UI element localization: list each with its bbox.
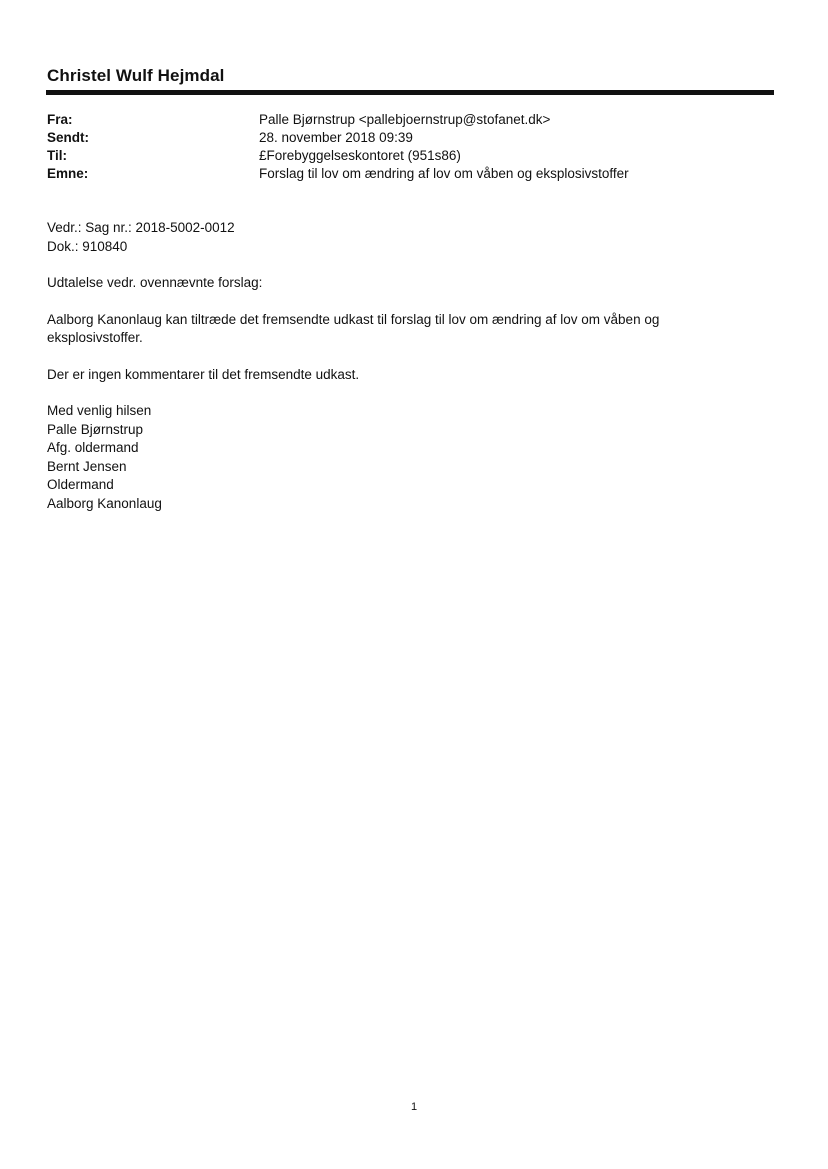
statement-paragraph — [47, 311, 767, 348]
reference-block — [47, 219, 767, 256]
header-divider — [46, 90, 774, 95]
statement-line: Aalborg Kanonlaug kan tiltræde det fremsendte udkast til forslag til lov om ændring af lov om våben og — [47, 311, 660, 327]
email-body — [47, 219, 767, 531]
meta-label-from: Fra: — [47, 112, 73, 127]
signature-line: Med venlig hilsen — [47, 403, 152, 418]
meta-label-subject: Emne: — [47, 166, 89, 181]
meta-value-sent: 28. november 2018 09:39 — [259, 130, 413, 145]
comment-text: Der er ingen kommentarer til det fremsendte udkast. — [47, 366, 360, 382]
signature-line: Aalborg Kanonlaug — [47, 495, 162, 511]
document-reference: Dok.: 910840 — [47, 238, 128, 254]
meta-row-to — [47, 147, 767, 165]
intro-text: Udtalelse vedr. ovennævnte forslag: — [47, 275, 263, 290]
sender-name-heading: Christel Wulf Hejmdal — [47, 66, 225, 85]
meta-label-sent: Sendt: — [47, 130, 89, 145]
meta-row-subject — [47, 165, 767, 183]
comment-paragraph — [47, 366, 767, 385]
meta-value-subject: Forslag til lov om ændring af lov om våben og eksplosivstoffer — [259, 166, 629, 181]
signature-block — [47, 402, 767, 513]
signature-line: Bernt Jensen — [47, 458, 127, 474]
signature-line: Afg. oldermand — [47, 440, 139, 455]
meta-row-sent — [47, 129, 767, 147]
statement-line: eksplosivstoffer. — [47, 330, 143, 345]
meta-row-from — [47, 111, 767, 129]
case-reference: Vedr.: Sag nr.: 2018-5002-0012 — [47, 220, 235, 235]
meta-value-from: Palle Bjørnstrup <pallebjoernstrup@stofanet.dk> — [259, 112, 551, 127]
signature-line: Palle Bjørnstrup — [47, 421, 144, 437]
email-meta-block — [47, 111, 767, 183]
meta-label-to: Til: — [47, 148, 67, 163]
page-number: 1 — [410, 1101, 418, 1113]
intro-paragraph — [47, 274, 767, 293]
meta-value-to: £Forebyggelseskontoret (951s86) — [259, 148, 461, 163]
signature-line: Oldermand — [47, 477, 114, 492]
